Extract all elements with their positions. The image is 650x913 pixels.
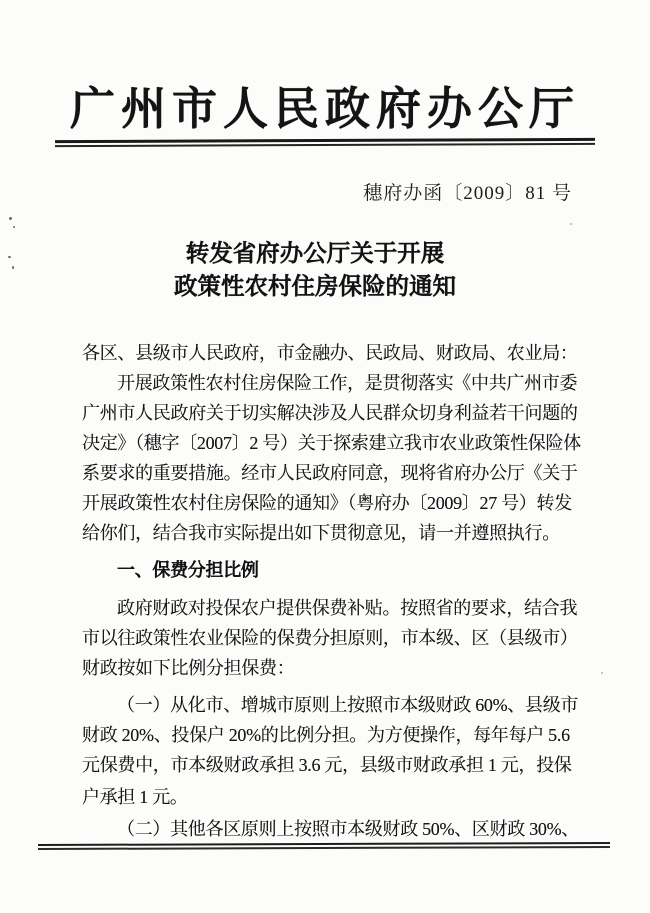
document-title-line1: 转发省府办公厅关于开展 [185, 241, 445, 267]
scan-speckle [8, 256, 11, 258]
body-line: 元保费中，市本级财政承担 3.6 元，县级市财政承担 1 元，投保 [82, 755, 572, 775]
body-line: 户承担 1 元。 [82, 787, 188, 807]
footer-divider-bottom-line [38, 846, 610, 850]
scan-speckle [9, 217, 12, 220]
body-line-item-1: （一）从化市、增城市原则上按照市本级财政 60%、县级市 [117, 695, 579, 715]
letterhead-divider-bottom-line [55, 142, 595, 146]
scan-speckle [601, 672, 603, 674]
body-line-item-2: （二）其他各区原则上按照市本级财政 50%、区财政 30%、 [117, 819, 579, 839]
section-heading-1: 一、保费分担比例 [117, 560, 259, 580]
body-line: 财政 20%、投保户 20%的比例分担。为方便操作，每年每户 5.6 [82, 725, 570, 745]
body-salutation: 各区、县级市人民政府，市金融办、民政局、财政局、农业局： [82, 343, 578, 363]
document-body [82, 338, 582, 844]
document-number: 穗府办函〔2009〕81 号 [363, 183, 572, 204]
scan-speckle [570, 223, 572, 225]
body-line: 系要求的重要措施。经市人民政府同意，现将省府办公厅《关于 [82, 463, 578, 483]
body-line: 财政按如下比例分担保费： [82, 658, 295, 678]
body-line: 开展政策性农村住房保险工作，是贯彻落实《中共广州市委 [117, 373, 578, 393]
document-title [35, 238, 595, 304]
scan-speckle [13, 226, 15, 228]
body-line: 给你们，结合我市实际提出如下贯彻意见，请一并遵照执行。 [82, 523, 560, 543]
body-line: 市以往政策性农业保险的保费分担原则，市本级、区（县级市） [82, 628, 578, 648]
body-line: 广州市人民政府关于切实解决涉及人民群众切身利益若干问题的 [82, 403, 578, 423]
letterhead-agency-title: 广州市人民政府办公厅 [69, 84, 580, 134]
body-line: 开展政策性农村住房保险的通知》（粤府办〔2009〕27 号）转发 [82, 493, 572, 513]
body-line: 政府财政对投保农户提供保费补贴。按照省的要求，结合我 [117, 598, 578, 618]
scan-speckle [12, 266, 14, 269]
body-line: 决定》（穗字〔2007〕2 号）关于探索建立我市农业政策性保险体 [82, 433, 581, 453]
page-footer-divider [38, 842, 610, 851]
letterhead-divider [55, 138, 595, 148]
document-title-line2: 政策性农村住房保险的通知 [174, 274, 456, 300]
